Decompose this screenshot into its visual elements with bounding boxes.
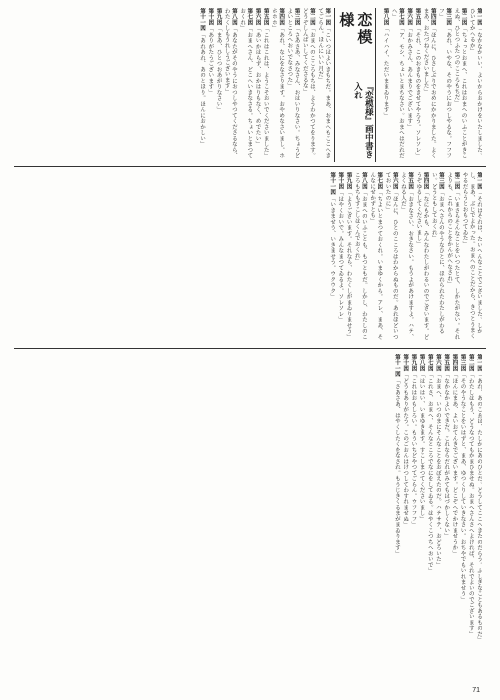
figure-tag: 第三図 (459, 354, 466, 372)
text-passage (399, 172, 413, 344)
text-passage (421, 8, 435, 162)
figure-tag: 第九図 (410, 354, 417, 372)
text-passage (405, 8, 412, 162)
passage-text: 「これさ、おまへ、そんなところでなにをしてゐる。はやくこつちへおいで」 (426, 372, 433, 574)
passage-text: 「ハイハイ、ただいままゐります」 (382, 26, 389, 119)
passage-text: 「はやくおいで。みんなまつてゐるよ。ソレソレ」 (337, 190, 344, 323)
text-passage (450, 354, 457, 674)
text-passage (270, 8, 284, 162)
top-text-section (18, 8, 482, 162)
text-passage (206, 8, 213, 162)
passage-text: 「いまさらそんなことをいつたとて、しかたがない。それよりも、これからのことをかんがへなされ」 (446, 172, 460, 340)
text-passage (468, 8, 482, 162)
text-passage (442, 354, 449, 674)
text-passage (316, 8, 330, 162)
passage-text: 「ほんに、ひとのこころはわからぬものだ。あれほどいつておいたのに」 (384, 172, 398, 340)
text-passage (214, 8, 221, 162)
bottom-text-section (18, 354, 482, 674)
passage-text: 「あれあれ、あのとほり。ほんにおかしい」 (199, 32, 206, 147)
passage-text: 「おまへのこころもちは、ようわかつてをります。どうぞしんぱいしてくださるな」 (301, 8, 315, 159)
text-passage (328, 172, 335, 344)
passage-text: 「まあ、ひとつおあがりなさい」 (215, 26, 222, 113)
figure-tag: 第五図 (414, 8, 421, 26)
text-passage (301, 8, 315, 162)
passage-text: 「なかなかよいできだ。これならだれがみてもはづかしくない」 (443, 372, 450, 539)
document-title: 恋模様 (337, 12, 374, 46)
figure-tag: 第五図 (443, 354, 450, 372)
figure-tag: 第十図 (337, 172, 344, 190)
passage-text: 「さあさあ、みなさん、おはいりなさい。ちょうどよいところへおいでなさつた」 (286, 8, 300, 159)
passage-text: 「なかなかいい、よいからおかげをいたしました。ひいてかへるか」 (468, 8, 482, 159)
figure-tag: 第十図 (402, 354, 409, 372)
text-passage (409, 354, 416, 674)
passage-text: 「ありがたうございます」 (207, 26, 214, 96)
figure-tag: 第八図 (418, 354, 425, 372)
section-divider (14, 348, 486, 349)
text-passage (336, 172, 343, 344)
passage-text: 「おかみさん、あんまりでございます」 (406, 26, 413, 130)
passage-text: 「それ、このおきものをきせてやろう。ソレソレ」 (414, 26, 421, 159)
text-passage (381, 8, 388, 162)
passage-text: 「どうもありがたう。このごおんはけつしてわすれませぬ」 (402, 372, 409, 528)
figure-tag: 第二図 (467, 354, 474, 372)
passage-text: 「はいはい、いまゆきます。すこしまつてくださいまし」 (418, 372, 425, 522)
passage-text: 「そのやうなことをいはずと、まあ、ゆつくりしていきなさい。おちやでもいれませう」 (459, 372, 466, 603)
text-passage (430, 172, 444, 344)
text-passage (434, 354, 441, 674)
text-passage (238, 8, 252, 162)
text-passage (223, 8, 237, 162)
text-passage (198, 8, 205, 162)
figure-tag: 第八図 (360, 172, 367, 190)
figure-tag: 第四図 (429, 8, 436, 26)
figure-tag: 第四図 (451, 354, 458, 372)
passage-text: 「こいつはよいきもちだ。まあ、おまへもここへきてごらん。ほんにいい月だ」 (317, 8, 331, 159)
figure-tag: 第十一図 (329, 172, 336, 195)
figure-tag: 第六図 (391, 172, 398, 190)
text-passage (437, 8, 451, 162)
figure-tag: 第七図 (246, 8, 253, 26)
figure-tag: 第二図 (308, 8, 315, 26)
text-passage (414, 172, 428, 344)
passage-text: 「おまへのいふことも、もつともだ。しかし、わたしのこころもちもすこしはくんでおくれ」 (353, 172, 367, 340)
figure-tag: 第七図 (397, 8, 404, 26)
passage-text: 「ようございます。それなら、わたくしがまゐりませう」 (345, 190, 352, 340)
passage-text: 「おまへさんのやうなひとに、ほれられたわたしがわるい。どうともしておくれ」 (430, 172, 444, 334)
figure-tag: 第三図 (445, 8, 452, 26)
passage-text: 「わたしはもう、どうなつてもかまひませぬ。おまへさんさへよければ、それでよいのでございます」 (467, 372, 474, 637)
passage-text: 「ほんにまあ、よいおてんきでございます。どこぞへでかけませうか」 (451, 372, 458, 557)
passage-text: 「さあさあ、はやくしたくをなされ。もうじきくるまがまゐります」 (393, 378, 400, 557)
figure-tag: 第七図 (426, 354, 433, 372)
figure-tag: 第九図 (345, 172, 352, 190)
text-passage (475, 354, 482, 674)
title-block (334, 8, 376, 162)
figure-tag: 第三図 (293, 8, 300, 26)
text-passage (393, 354, 400, 674)
text-passage (390, 8, 404, 162)
figure-tag: 第一図 (476, 8, 482, 26)
figure-tag: 第十図 (207, 8, 214, 26)
text-passage (262, 8, 269, 162)
text-passage (458, 354, 465, 674)
figure-tag: 第八図 (382, 8, 389, 26)
passage-text: 「これはこれは、ようこそおいでくださいました」 (262, 26, 269, 159)
figure-tag: 第八図 (230, 8, 237, 26)
passage-text: 「あなたがそのやうにおつしやつてくださるなら、わたくしもうれしうございます」 (223, 8, 237, 159)
figure-tag: 第六図 (406, 8, 413, 26)
page-number: 71 (472, 687, 480, 694)
figure-tag: 第十一図 (199, 8, 206, 31)
text-passage (253, 8, 260, 162)
figure-tag: 第一図 (476, 354, 482, 372)
passage-text: 「あいかはらず、おかはりもなく、めでたい」 (254, 26, 261, 147)
passage-text: 「ほんに、ひさしぶりでおめにかかりました。よくまあ、おたづねくださいました」 (422, 8, 436, 159)
text-passage (285, 8, 299, 162)
text-passage (445, 172, 459, 344)
text-passage (417, 354, 424, 674)
text-passage (401, 354, 408, 674)
figure-tag: 第四図 (422, 172, 429, 190)
middle-text-section (18, 172, 482, 344)
figure-tag: 第二図 (460, 8, 467, 26)
text-passage (426, 354, 433, 674)
text-passage (413, 8, 420, 162)
passage-text: 「おまへ、いつのまにそんなことをおぼえたのだ。ハテサテ、おどろいた」 (434, 372, 441, 568)
text-passage (467, 354, 474, 674)
passage-text: 「おまへさん、どこへいきなさる。ちょいとまつておくれ」 (239, 8, 253, 159)
figure-tag: 第九図 (215, 8, 222, 26)
passage-text: 「それはそれは、たいへんなことでございました。しかし、まあ、ぶじでよかった。おまへのことだから、きつとうまくやるだらうとおもつてゐた」 (461, 172, 482, 339)
figure-tag: 第六図 (254, 8, 261, 26)
figure-tag: 第十一図 (393, 354, 400, 377)
figure-tag: 第三図 (437, 172, 444, 190)
figure-tag: 第一図 (476, 172, 482, 190)
passage-text: 「なにもかも、みんなわたしがわるいのでございます。どうぞゆるしてくださいまし」 (415, 172, 429, 340)
document-subtitle: 『恋模様』画中書き入れ (352, 82, 374, 159)
passage-text: 「あれ、なにをなさります。おやめなさいまし。ホホホホ」 (270, 8, 285, 159)
passage-text: 「いきませう、いきませう。ウクウク」 (329, 196, 336, 300)
passage-text: 「ちよいとまつておくれ。いまゆくから。アレ、まあ、そんなにせかずとも」 (369, 172, 383, 340)
passage-text: 「おきなさい、おきなさい。もうよがあけますよ。ハテ、よくねる人だ」 (399, 172, 414, 340)
figure-tag: 第六図 (434, 354, 441, 372)
figure-tag: 第一図 (324, 8, 331, 26)
passage-text: 「あれ、あのこゑは、たしかにあのひとだ。どうしてここへきたのだらう。ふしぎなこともあるものだ」 (476, 372, 482, 643)
figure-tag: 第五図 (407, 172, 414, 190)
section-divider (14, 166, 486, 167)
figure-tag: 第四図 (278, 8, 285, 26)
figure-tag: 第五図 (262, 8, 269, 26)
passage-text: 「これはおもしろい。もういちどやつてごらん。ウフフフ」 (410, 372, 417, 528)
text-passage (368, 172, 382, 344)
text-passage (452, 8, 466, 162)
text-passage (460, 172, 482, 344)
passage-text: 「あれ、いやな、そのやうにおつしやるな。フフフフ」 (437, 8, 452, 159)
passage-text: 「ア、モシ、ちょいとまちなさい。おまへはだれだへ」 (390, 8, 404, 159)
figure-tag: 第七図 (376, 172, 383, 190)
text-passage (344, 172, 351, 344)
text-passage (383, 172, 397, 344)
passage-text: 「ちょっとおまへ、これはおまへのいふことがきこえぬ、ひとつふたつのこころもちだ」 (453, 8, 467, 159)
figure-tag: 第二図 (453, 172, 460, 190)
text-passage (353, 172, 367, 344)
